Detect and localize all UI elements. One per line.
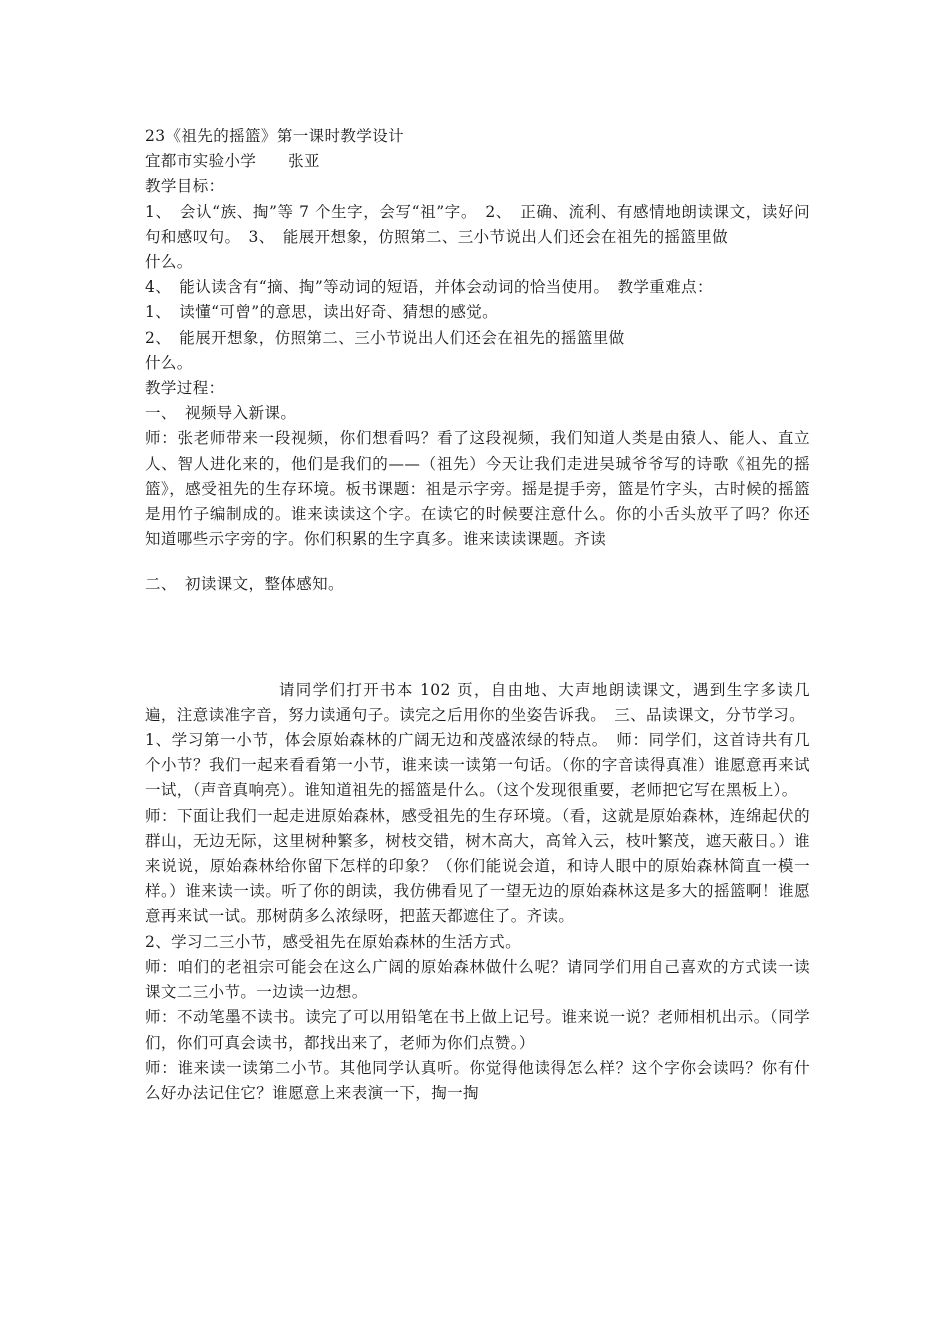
paragraph: 4、 能认读含有“摘、掏”等动词的短语，并体会动词的恰当使用。 教学重难点：: [145, 278, 713, 297]
paragraph: 1、 读懂“可曾”的意思，读出好奇、猜想的感觉。: [145, 303, 499, 322]
paragraph: 教学目标：: [145, 177, 225, 196]
section-heading: 二、 初读课文，整体感知。: [145, 575, 344, 594]
paragraph: 教学过程：: [145, 379, 225, 398]
spacer: [145, 552, 810, 572]
paragraph: 1、学习第一小节，体会原始森林的广阔无边和茂盛浓绿的特点。 师：同学们，这首诗共有几个小节？我们一起来看看第一小节，谁来读一读第一句话。（你的字音读得真准）谁愿意再来试一试，（声音真响亮）。谁知道祖先的摇篮是什么。（这个发现很重要，老师把它写在黑板上）。: [145, 731, 810, 800]
section-two-text: 请同学们打开书本 102 页，自由地、大声地朗读课文，遇到生字多读几遍，注意读准字音，努力读通句子。读完之后用你的坐姿告诉我。 三、品读课文，分节学习。: [145, 680, 810, 724]
paragraph: 什么。: [145, 253, 193, 272]
paragraph: 师：张老师带来一段视频，你们想看吗？看了这段视频，我们知道人类是由猿人、能人、直立人、智人进化来的，他们是我们的——（祖先）今天让我们走进吴珹爷爷写的诗歌《祖先的摇篮》，感受祖先的生存环境。板书课题：祖是示字旁。摇是提手旁，篮是竹字头，古时候的摇篮是用竹子编制成的。谁来读读这个字。在读它的时候要注意什么。你的小舌头放平了吗？你还知道哪些示字旁的字。你们积累的生字真多。谁来读读课题。齐读: [145, 429, 810, 549]
paragraph: 一、 视频导入新课。: [145, 404, 297, 423]
paragraph: 师：咱们的老祖宗可能会在这么广阔的原始森林做什么呢？请同学们用自己喜欢的方式读一读课文二三小节。一边读一边想。: [145, 957, 810, 1002]
document-title: 23《祖先的摇篮》第一课时教学设计: [145, 127, 405, 145]
paragraph: 师：谁来读一读第二小节。其他同学认真听。你觉得他读得怎么样？这个字你会读吗？你有什么好办法记住它？谁愿意上来表演一下，掏一掏: [145, 1058, 810, 1102]
paragraph: 师：不动笔墨不读书。读完了可以用铅笔在书上做上记号。谁来说一说？老师相机出示。（同学们，你们可真会读书，都找出来了，老师为你们点赞。）: [145, 1008, 810, 1052]
document-body: [145, 124, 810, 1106]
paragraph: 2、学习二三小节，感受祖先在原始森林的生活方式。: [145, 932, 521, 951]
paragraph: 什么。: [145, 353, 193, 372]
paragraph: 1、 会认“族、掏”等 7 个生字，会写“祖”字。 2、 正确、流利、有感情地朗读课文，读好问句和感叹句。 3、 能展开想象，仿照第二、三小节说出人们还会在祖先的摇篮里做: [145, 202, 810, 246]
author-line: 宜都市实验小学 张亚: [145, 152, 320, 171]
paragraph: [145, 678, 810, 728]
paragraph: 师：下面让我们一起走进原始森林，感受祖先的生存环境。（看，这就是原始森林，连绵起伏的群山，无边无际，这里树种繁多，树枝交错，树木高大，高耸入云，枝叶繁茂，遮天蔽日。）谁来说说，原始森林给你留下怎样的印象？（你们能说会道，和诗人眼中的原始森林简直一模一样。）谁来读一读。听了你的朗读，我仿佛看见了一望无边的原始森林这是多大的摇篮啊！谁愿意再来试一试。那树荫多么浓绿呀，把蓝天都遮住了。齐读。: [145, 806, 810, 926]
spacer: [145, 598, 810, 678]
paragraph: 2、 能展开想象，仿照第二、三小节说出人们还会在祖先的摇篮里做: [145, 328, 625, 347]
